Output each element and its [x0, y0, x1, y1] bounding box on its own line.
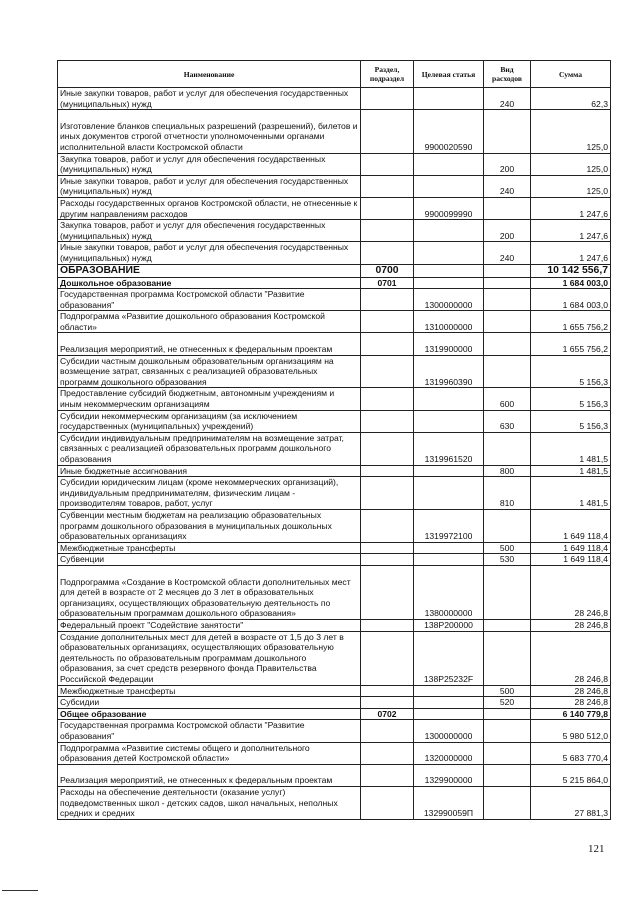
- cell-section: [361, 388, 414, 410]
- cell-sum: 28 246,8: [531, 620, 611, 632]
- cell-target: [414, 388, 484, 410]
- cell-section: [361, 764, 414, 786]
- cell-section: [361, 685, 414, 697]
- cell-section: 0702: [361, 708, 414, 720]
- cell-name: Субсидии индивидуальным предпринимателям на возмещение затрат, связанных с реализацией образовательных программ дошкольного образования: [58, 432, 361, 465]
- table-row: [58, 355, 611, 388]
- cell-section: [361, 197, 414, 219]
- cell-name: Подпрограмма «Развитие системы общего и дополнительного образования детей Костромской области»: [58, 742, 361, 764]
- table-row: [58, 708, 611, 720]
- cell-kind: [484, 720, 531, 742]
- cell-sum: 1 481,5: [531, 477, 611, 510]
- cell-kind: 500: [484, 542, 531, 554]
- cell-target: [414, 477, 484, 510]
- cell-sum: 28 246,8: [531, 631, 611, 685]
- cell-sum: 6 140 779,8: [531, 708, 611, 720]
- cell-name: ОБРАЗОВАНИЕ: [58, 264, 361, 277]
- cell-target: [414, 465, 484, 477]
- table-row: [58, 220, 611, 242]
- cell-target: [414, 542, 484, 554]
- table-row: [58, 764, 611, 786]
- cell-sum: 10 142 556,7: [531, 264, 611, 277]
- cell-sum: 28 246,8: [531, 566, 611, 620]
- cell-name: Субсидии: [58, 697, 361, 709]
- budget-table: [57, 60, 611, 820]
- cell-kind: [484, 510, 531, 543]
- cell-kind: [484, 708, 531, 720]
- cell-section: [361, 631, 414, 685]
- table-row: [58, 333, 611, 355]
- footer-rule: [2, 890, 38, 891]
- cell-name: Субвенции: [58, 554, 361, 566]
- table-row: [58, 620, 611, 632]
- cell-sum: 1 247,6: [531, 220, 611, 242]
- cell-sum: 62,3: [531, 88, 611, 110]
- table-row: [58, 410, 611, 432]
- cell-kind: 240: [484, 88, 531, 110]
- cell-target: 1310000000: [414, 311, 484, 333]
- cell-target: [414, 264, 484, 277]
- cell-target: 1319900000: [414, 333, 484, 355]
- cell-kind: 810: [484, 477, 531, 510]
- cell-name: Государственная программа Костромской области "Развитие образования": [58, 720, 361, 742]
- header-section: Раздел, подраздел: [361, 61, 414, 88]
- cell-name: Иные закупки товаров, работ и услуг для обеспечения государственных (муниципальных) нужд: [58, 242, 361, 264]
- cell-target: [414, 410, 484, 432]
- cell-section: [361, 510, 414, 543]
- table-row: [58, 465, 611, 477]
- cell-kind: [484, 333, 531, 355]
- cell-kind: [484, 264, 531, 277]
- cell-kind: [484, 311, 531, 333]
- cell-sum: 27 881,3: [531, 786, 611, 819]
- cell-sum: 28 246,8: [531, 685, 611, 697]
- cell-target: 1319972100: [414, 510, 484, 543]
- cell-section: [361, 542, 414, 554]
- table-row: [58, 264, 611, 277]
- cell-target: [414, 220, 484, 242]
- cell-target: 1380000000: [414, 566, 484, 620]
- cell-name: Межбюджетные трансферты: [58, 685, 361, 697]
- cell-sum: 5 156,3: [531, 388, 611, 410]
- cell-target: [414, 277, 484, 289]
- cell-kind: [484, 764, 531, 786]
- cell-name: Федеральный проект "Содействие занятости": [58, 620, 361, 632]
- cell-target: 138P25232F: [414, 631, 484, 685]
- cell-sum: 5 215 864,0: [531, 764, 611, 786]
- cell-name: Субсидии некоммерческим организациям (за исключением государственных (муниципальных) учреждений): [58, 410, 361, 432]
- table-row: [58, 242, 611, 264]
- table-row: [58, 477, 611, 510]
- cell-kind: 200: [484, 220, 531, 242]
- cell-kind: 240: [484, 242, 531, 264]
- cell-target: 138P200000: [414, 620, 484, 632]
- cell-section: [361, 410, 414, 432]
- cell-target: 1329900000: [414, 764, 484, 786]
- table-row: [58, 311, 611, 333]
- table-row: [58, 542, 611, 554]
- header-name: Наименование: [58, 61, 361, 88]
- cell-kind: [484, 432, 531, 465]
- cell-sum: 125,0: [531, 175, 611, 197]
- cell-name: Иные закупки товаров, работ и услуг для обеспечения государственных (муниципальных) нужд: [58, 175, 361, 197]
- page-number: 121: [588, 843, 605, 855]
- cell-target: [414, 88, 484, 110]
- cell-target: 1319961520: [414, 432, 484, 465]
- cell-section: [361, 432, 414, 465]
- cell-section: [361, 311, 414, 333]
- cell-name: Субсидии юридическим лицам (кроме некоммерческих организаций), индивидуальным предпринимателям, физическим лицам - производителям товаров, работ, услуг: [58, 477, 361, 510]
- cell-sum: 1 481,5: [531, 432, 611, 465]
- cell-sum: 5 683 770,4: [531, 742, 611, 764]
- cell-section: [361, 697, 414, 709]
- cell-target: 132990059П: [414, 786, 484, 819]
- cell-target: [414, 685, 484, 697]
- table-row: [58, 631, 611, 685]
- cell-target: [414, 554, 484, 566]
- cell-section: [361, 333, 414, 355]
- cell-kind: [484, 197, 531, 219]
- cell-target: 1320000000: [414, 742, 484, 764]
- budget-sheet: [57, 60, 610, 820]
- cell-kind: 800: [484, 465, 531, 477]
- header-target: Целевая статья: [414, 61, 484, 88]
- table-row: [58, 110, 611, 153]
- table-row: [58, 432, 611, 465]
- cell-name: Субсидии частным дошкольным образовательным организациям на возмещение затрат, связанных с реализацией образовательных программ дошкольного образования: [58, 355, 361, 388]
- cell-section: 0700: [361, 264, 414, 277]
- cell-name: Изготовление бланков специальных разрешений (разрешений), билетов и иных документов строгой отчетности уполномоченными органами исполнительной власти Костромской области: [58, 110, 361, 153]
- table-row: [58, 742, 611, 764]
- table-row: [58, 685, 611, 697]
- cell-target: 9900099990: [414, 197, 484, 219]
- table-row: [58, 510, 611, 543]
- cell-target: 1319960390: [414, 355, 484, 388]
- cell-name: Закупка товаров, работ и услуг для обеспечения государственных (муниципальных) нужд: [58, 153, 361, 175]
- cell-section: [361, 554, 414, 566]
- cell-target: 9900020590: [414, 110, 484, 153]
- cell-name: Предоставление субсидий бюджетным, автономным учреждениям и иным некоммерческим организациям: [58, 388, 361, 410]
- table-body: [58, 88, 611, 820]
- table-row: [58, 720, 611, 742]
- cell-kind: [484, 742, 531, 764]
- cell-name: Реализация мероприятий, не отнесенных к федеральным проектам: [58, 764, 361, 786]
- cell-kind: 630: [484, 410, 531, 432]
- cell-sum: 1 247,6: [531, 197, 611, 219]
- table-row: [58, 786, 611, 819]
- cell-sum: 5 156,3: [531, 410, 611, 432]
- cell-section: [361, 720, 414, 742]
- cell-kind: [484, 277, 531, 289]
- cell-sum: 125,0: [531, 153, 611, 175]
- table-row: [58, 566, 611, 620]
- table-row: [58, 175, 611, 197]
- cell-name: Межбюджетные трансферты: [58, 542, 361, 554]
- cell-section: [361, 88, 414, 110]
- cell-name: Государственная программа Костромской области "Развитие образования": [58, 289, 361, 311]
- cell-target: [414, 175, 484, 197]
- cell-name: Иные бюджетные ассигнования: [58, 465, 361, 477]
- cell-section: [361, 465, 414, 477]
- table-row: [58, 277, 611, 289]
- cell-sum: 1 481,5: [531, 465, 611, 477]
- cell-section: [361, 153, 414, 175]
- cell-section: [361, 220, 414, 242]
- cell-sum: 1 684 003,0: [531, 277, 611, 289]
- header-kind: Вид расходов: [484, 61, 531, 88]
- table-row: [58, 388, 611, 410]
- cell-sum: 1 655 756,2: [531, 333, 611, 355]
- cell-name: Подпрограмма «Развитие дошкольного образования Костромской области»: [58, 311, 361, 333]
- cell-target: 1300000000: [414, 720, 484, 742]
- cell-name: Дошкольное образование: [58, 277, 361, 289]
- cell-section: [361, 620, 414, 632]
- cell-section: [361, 786, 414, 819]
- cell-kind: 240: [484, 175, 531, 197]
- cell-kind: 200: [484, 153, 531, 175]
- cell-name: Закупка товаров, работ и услуг для обеспечения государственных (муниципальных) нужд: [58, 220, 361, 242]
- cell-sum: 5 156,3: [531, 355, 611, 388]
- cell-target: [414, 708, 484, 720]
- cell-kind: 500: [484, 685, 531, 697]
- cell-target: [414, 697, 484, 709]
- cell-kind: [484, 110, 531, 153]
- cell-sum: 1 649 118,4: [531, 510, 611, 543]
- cell-name: Расходы государственных органов Костромской области, не отнесенные к другим направлениям расходов: [58, 197, 361, 219]
- cell-sum: 1 649 118,4: [531, 542, 611, 554]
- cell-sum: 5 980 512,0: [531, 720, 611, 742]
- cell-kind: 530: [484, 554, 531, 566]
- cell-kind: 600: [484, 388, 531, 410]
- cell-sum: 1 649 118,4: [531, 554, 611, 566]
- cell-sum: 1 684 003,0: [531, 289, 611, 311]
- table-row: [58, 697, 611, 709]
- cell-kind: [484, 289, 531, 311]
- cell-name: Подпрограмма «Создание в Костромской области дополнительных мест для детей в возрасте от 2 месяцев до 3 лет в образовательных организациях, осуществляющих образовательную деятельность по образовательным программам дошкольного образования»: [58, 566, 361, 620]
- cell-name: Создание дополнительных мест для детей в возрасте от 1,5 до 3 лет в образовательных организациях, осуществляющих образовательную деятельность по образовательным программам дошкольного образования, за счет средств резервного фонда Правительства Российской Федерации: [58, 631, 361, 685]
- table-row: [58, 554, 611, 566]
- table-row: [58, 289, 611, 311]
- cell-section: [361, 110, 414, 153]
- cell-sum: 125,0: [531, 110, 611, 153]
- table-row: [58, 153, 611, 175]
- cell-sum: 1 247,6: [531, 242, 611, 264]
- cell-sum: 28 246,8: [531, 697, 611, 709]
- cell-section: [361, 566, 414, 620]
- cell-section: 0701: [361, 277, 414, 289]
- cell-name: Субвенции местным бюджетам на реализацию образовательных программ дошкольного образования в муниципальных дошкольных образовательных организациях: [58, 510, 361, 543]
- cell-kind: [484, 620, 531, 632]
- table-row: [58, 197, 611, 219]
- cell-section: [361, 355, 414, 388]
- cell-section: [361, 175, 414, 197]
- cell-target: 1300000000: [414, 289, 484, 311]
- cell-target: [414, 242, 484, 264]
- cell-section: [361, 289, 414, 311]
- cell-sum: 1 655 756,2: [531, 311, 611, 333]
- cell-section: [361, 477, 414, 510]
- cell-name: Реализация мероприятий, не отнесенных к федеральным проектам: [58, 333, 361, 355]
- cell-section: [361, 242, 414, 264]
- cell-target: [414, 153, 484, 175]
- cell-kind: [484, 786, 531, 819]
- cell-kind: [484, 566, 531, 620]
- cell-name: Иные закупки товаров, работ и услуг для обеспечения государственных (муниципальных) нужд: [58, 88, 361, 110]
- cell-section: [361, 742, 414, 764]
- cell-name: Расходы на обеспечение деятельности (оказание услуг) подведомственных школ - детских садов, школ начальных, неполных средних и средних: [58, 786, 361, 819]
- cell-kind: 520: [484, 697, 531, 709]
- table-header-row: [58, 61, 611, 88]
- cell-name: Общее образование: [58, 708, 361, 720]
- table-row: [58, 88, 611, 110]
- header-sum: Сумма: [531, 61, 611, 88]
- cell-kind: [484, 631, 531, 685]
- cell-kind: [484, 355, 531, 388]
